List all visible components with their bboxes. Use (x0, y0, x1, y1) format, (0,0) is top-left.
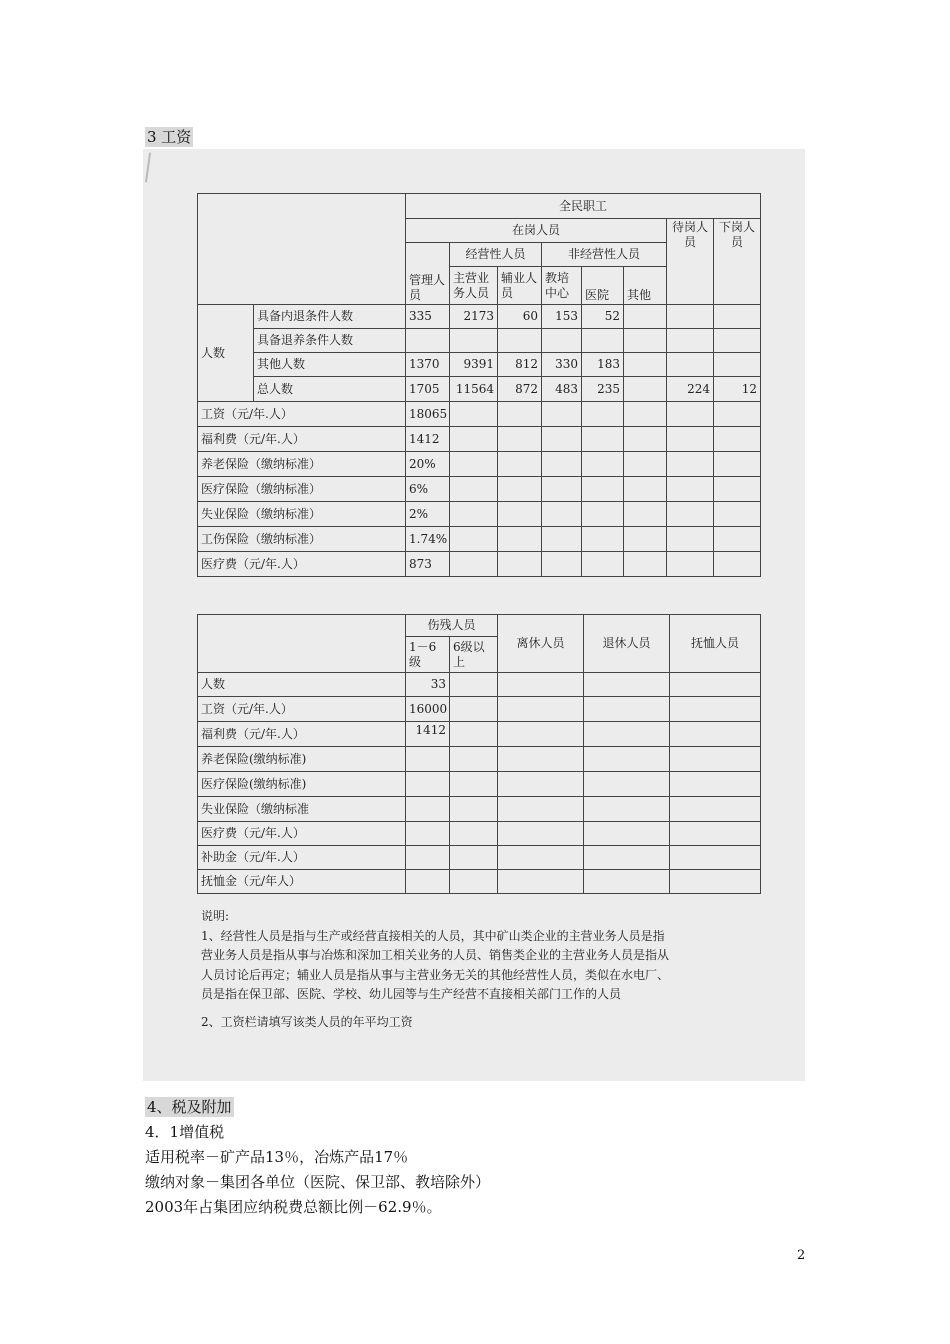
page-number: 2 (797, 1248, 806, 1263)
cell: 1.74% (406, 527, 450, 552)
staff-wage-table (197, 193, 761, 577)
row-label: 工资（元/年.人） (198, 402, 406, 427)
cell (498, 329, 542, 353)
cell: 183 (582, 353, 624, 377)
cell (667, 353, 714, 377)
header-nonbusiness-staff: 非经营性人员 (542, 243, 667, 267)
header-all-staff: 全民职工 (406, 194, 761, 219)
row-label: 失业保险（缴纳标准 (198, 797, 406, 822)
text-line: 2003年占集团应纳税费总额比例－62.9％。 (145, 1198, 442, 1216)
cell: 1370 (406, 353, 450, 377)
note-line: 人员讨论后再定；辅业人员是指从事与主营业务无关的其他经营性人员，类似在水电厂、 (201, 967, 670, 982)
header-business-staff: 经营性人员 (450, 243, 542, 267)
col-label-2: 辅业人员 (498, 267, 542, 305)
note-line: 员是指在保卫部、医院、学校、幼儿园等与生产经营不直接相关部门工作的人员 (201, 987, 622, 1001)
row-label: 具备退养条件人数 (254, 329, 406, 353)
row-label: 医疗费（元/年.人） (198, 552, 406, 577)
cell: 2173 (450, 305, 498, 329)
row-label: 福利费（元/年.人） (198, 722, 406, 747)
row-label: 抚恤金（元/年人） (198, 870, 406, 894)
cell: 18065 (406, 402, 450, 427)
section-heading-wages: 3 工资 (147, 128, 192, 146)
cell: 224 (667, 377, 714, 402)
cell (542, 329, 582, 353)
cell: 483 (542, 377, 582, 402)
row-label: 工资（元/年.人） (198, 697, 406, 722)
cell (406, 846, 450, 870)
scanned-form-image (143, 149, 805, 1081)
col-label-0: 管理人员 (406, 243, 450, 305)
cell: 33 (406, 673, 450, 697)
cell (714, 305, 761, 329)
row-label: 失业保险（缴纳标准） (198, 502, 406, 527)
cell (624, 329, 667, 353)
row-label: 其他人数 (254, 353, 406, 377)
header-waiting: 待岗人员 (667, 219, 714, 305)
cell: 2% (406, 502, 450, 527)
text-line: 适用税率－矿产品13％，冶炼产品17％ (145, 1148, 409, 1166)
scan-speck (145, 152, 159, 183)
note-line: 说明: (201, 909, 230, 923)
cell: 812 (498, 353, 542, 377)
header-laid-off: 下岗人员 (714, 219, 761, 305)
cell (714, 329, 761, 353)
header-grade-1-6: 1－6级 (406, 637, 450, 673)
text-line: 缴纳对象－集团各单位（医院、保卫部、教培除外） (145, 1173, 491, 1191)
cell (450, 329, 498, 353)
cell: 873 (406, 552, 450, 577)
cell (624, 353, 667, 377)
col-label-1: 主营业务人员 (450, 267, 498, 305)
cell (667, 329, 714, 353)
row-group-headcount: 人数 (198, 305, 254, 402)
cell (667, 305, 714, 329)
cell (406, 747, 450, 772)
section-heading-taxes: 4、税及附加 (147, 1098, 232, 1116)
cell: 60 (498, 305, 542, 329)
row-label: 养老保险(缴纳标准) (198, 747, 406, 772)
row-label: 医疗费（元/年.人） (198, 822, 406, 846)
header-grade-6-up: 6级以上 (450, 637, 498, 673)
row-label: 工伤保险（缴纳标准） (198, 527, 406, 552)
cell (406, 870, 450, 894)
row-label: 医疗保险（缴纳标准） (198, 477, 406, 502)
row-label: 补助金（元/年.人） (198, 846, 406, 870)
cell: 235 (582, 377, 624, 402)
row-label: 具备内退条件人数 (254, 305, 406, 329)
cell (406, 772, 450, 797)
note-line: 营业务人员是指从事与冶炼和深加工相关业务的人员、销售类企业的主营业务人员是指从 (201, 948, 670, 962)
row-label: 总人数 (254, 377, 406, 402)
row-label: 养老保险（缴纳标准） (198, 452, 406, 477)
form-notes (201, 907, 801, 1032)
cell: 335 (406, 305, 450, 329)
cell: 9391 (450, 353, 498, 377)
header-retired-tuixiu: 退休人员 (584, 615, 670, 673)
row-label: 医疗保险(缴纳标准) (198, 772, 406, 797)
cell (624, 305, 667, 329)
note-line: 1、经营性人员是指与生产或经营直接相关的人员，其中矿山类企业的主营业务人员是指 (201, 928, 665, 943)
cell: 1412 (406, 722, 450, 747)
cell: 20% (406, 452, 450, 477)
cell: 6% (406, 477, 450, 502)
retiree-wage-table (197, 614, 761, 894)
col-label-3: 教培中心 (542, 267, 582, 305)
cell: 52 (582, 305, 624, 329)
cell (624, 377, 667, 402)
cell: 16000 (406, 697, 450, 722)
cell: 1705 (406, 377, 450, 402)
cell (406, 329, 450, 353)
table1-corner-cell (198, 194, 406, 305)
header-disabled: 伤残人员 (406, 615, 498, 637)
header-on-duty: 在岗人员 (406, 219, 667, 243)
cell (582, 329, 624, 353)
row-label: 人数 (198, 673, 406, 697)
col-label-4: 医院 (582, 267, 624, 305)
cell: 872 (498, 377, 542, 402)
cell (714, 353, 761, 377)
header-pension: 抚恤人员 (670, 615, 761, 673)
header-retired-lixiu: 离休人员 (498, 615, 584, 673)
cell: 12 (714, 377, 761, 402)
row-label: 福利费（元/年.人） (198, 427, 406, 452)
col-label-5: 其他 (624, 267, 667, 305)
subsection-vat: 4．1增值税 (145, 1123, 225, 1141)
cell: 153 (542, 305, 582, 329)
cell: 1412 (406, 427, 450, 452)
cell (406, 822, 450, 846)
cell: 11564 (450, 377, 498, 402)
note-line: 2、工资栏请填写该类人员的年平均工资 (201, 1014, 413, 1029)
table2-corner-cell (198, 615, 406, 673)
cell (406, 797, 450, 822)
cell: 330 (542, 353, 582, 377)
